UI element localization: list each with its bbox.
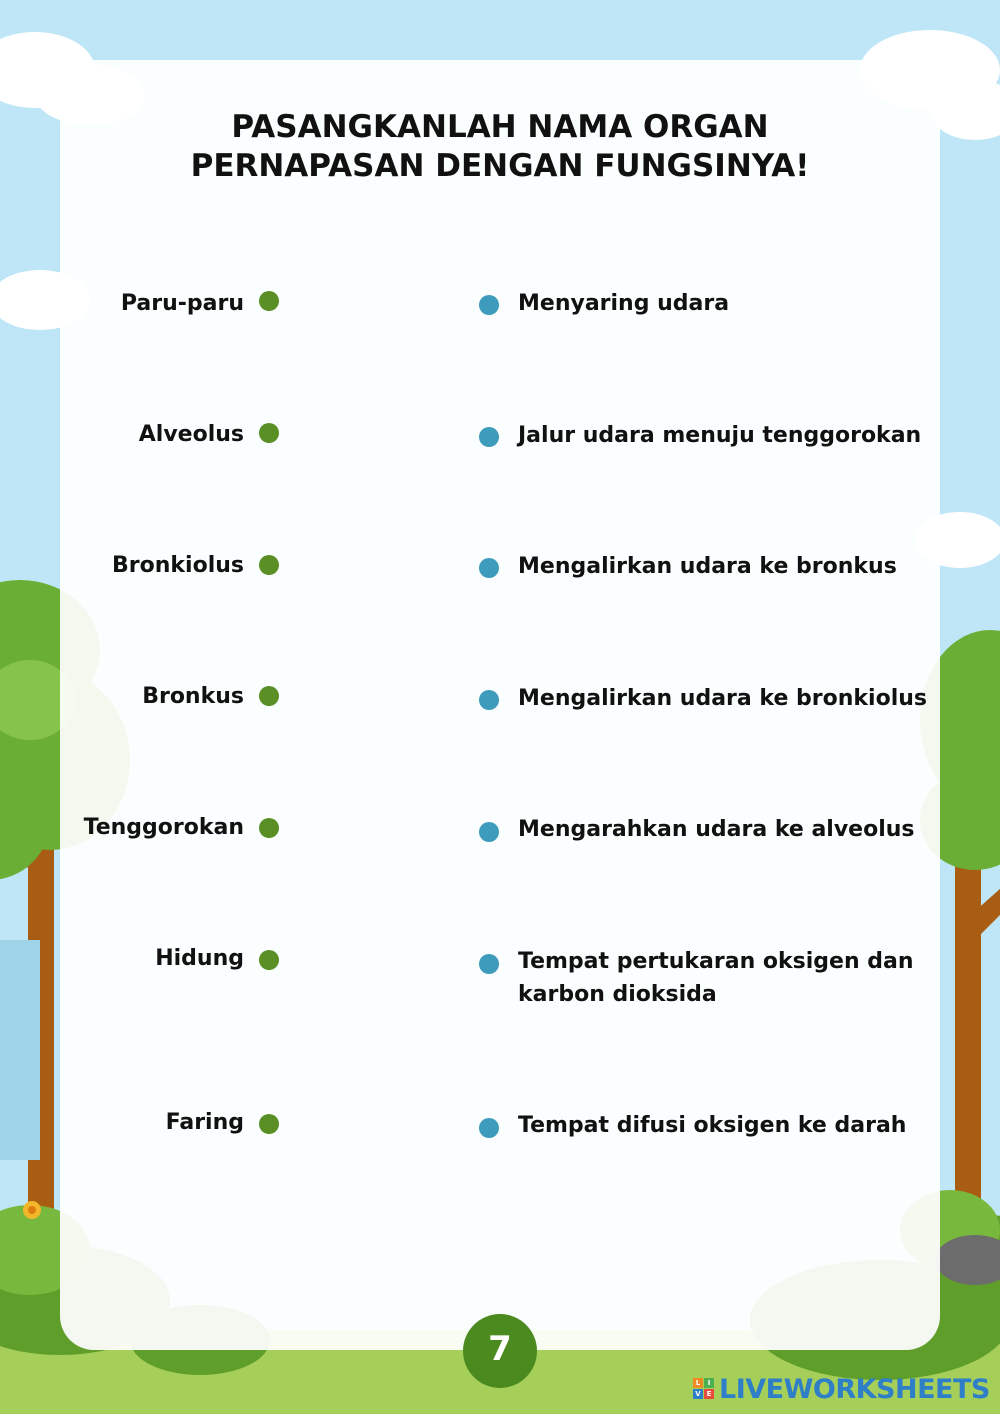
organ-match-dot[interactable]: [259, 1114, 279, 1134]
organ-match-dot[interactable]: [259, 686, 279, 706]
function-label: Mengalirkan udara ke bronkus: [518, 554, 897, 579]
organ-match-dot[interactable]: [259, 423, 279, 443]
function-label: Menyaring udara: [518, 291, 730, 316]
function-label: Tempat difusi oksigen ke darah: [518, 1113, 907, 1138]
title-line-1: PASANGKANLAH NAMA ORGAN: [231, 109, 769, 145]
function-label: Jalur udara menuju tenggorokan: [518, 423, 922, 448]
organ-label: Paru-paru: [120, 291, 244, 316]
function-match-dot[interactable]: [479, 295, 499, 315]
organ-label: Hidung: [155, 946, 244, 971]
organ-label: Faring: [165, 1110, 244, 1135]
function-match-dot[interactable]: [479, 822, 499, 842]
function-label: Mengalirkan udara ke bronkiolus: [518, 686, 927, 711]
title-line-2: PERNAPASAN DENGAN FUNGSINYA!: [190, 148, 810, 184]
organ-match-dot[interactable]: [259, 291, 279, 311]
organ-match-dot[interactable]: [259, 555, 279, 575]
function-match-dot[interactable]: [479, 427, 499, 447]
organ-match-dot[interactable]: [259, 950, 279, 970]
watermark-text: LIVEWORKSHEETS: [719, 1373, 990, 1405]
function-match-dot[interactable]: [479, 558, 499, 578]
organ-label: Bronkus: [142, 684, 244, 709]
liveworksheets-logo: [693, 1372, 990, 1406]
function-label: Mengarahkan udara ke alveolus: [518, 817, 915, 842]
organ-label: Bronkiolus: [112, 553, 244, 578]
function-match-dot[interactable]: [479, 954, 499, 974]
liveworksheets-icon: L I V E: [693, 1378, 715, 1400]
organ-label: Tenggorokan: [83, 815, 244, 840]
page-number-badge: 7: [463, 1314, 537, 1388]
function-match-dot[interactable]: [479, 1118, 499, 1138]
function-match-dot[interactable]: [479, 690, 499, 710]
function-label: Tempat pertukaran oksigen dan karbon dioksida: [518, 949, 914, 1007]
page-title: [60, 108, 940, 186]
organ-label: Alveolus: [138, 422, 244, 447]
organ-match-dot[interactable]: [259, 818, 279, 838]
